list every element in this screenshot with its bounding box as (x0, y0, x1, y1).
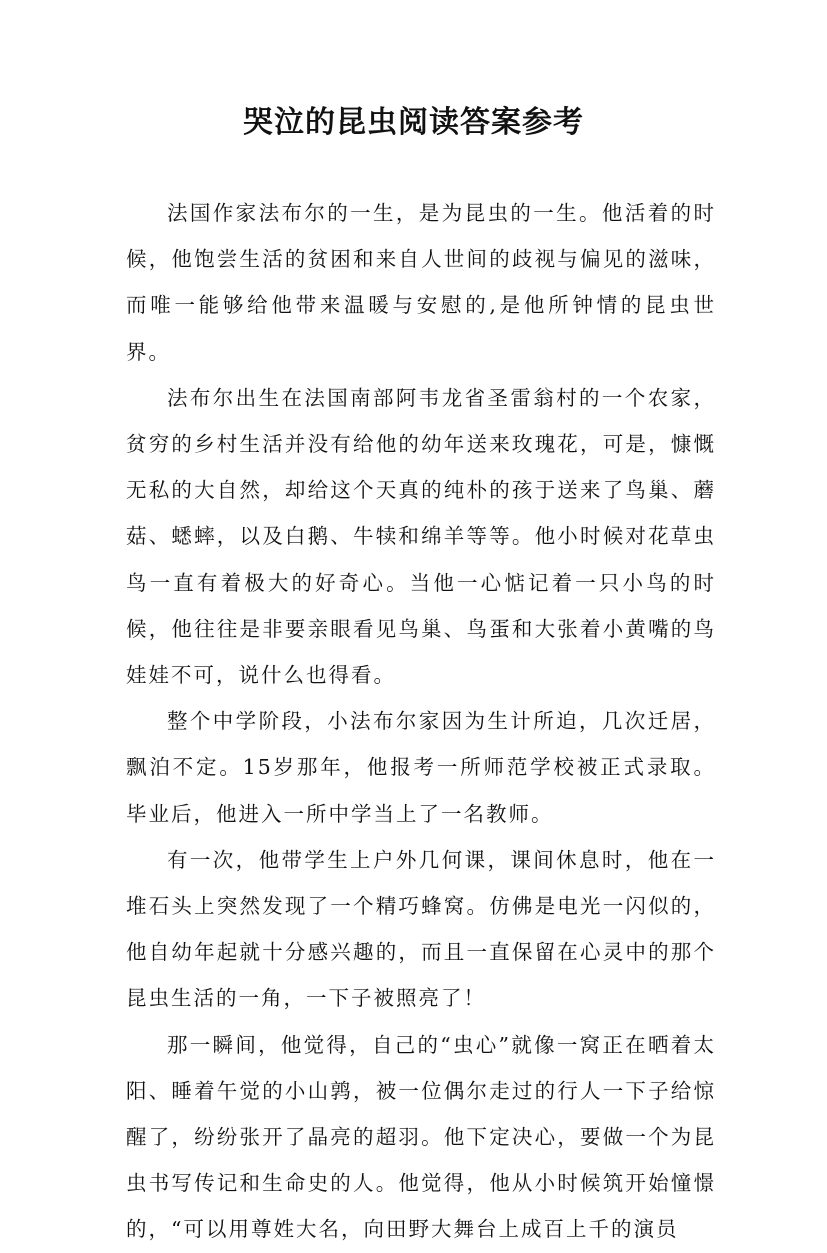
document-body (126, 190, 716, 1253)
paragraph: 法国作家法布尔的一生，是为昆虫的一生。他活着的时候，他饱尝生活的贫困和来自人世间的歧视与偏见的滋味，而唯一能够给他带来温暖与安慰的,是他所钟情的昆虫世界。 (126, 201, 716, 364)
paragraph: 那一瞬间，他觉得，自己的“虫心”就像一窝正在晒着太阳、睡着午觉的小山鹑，被一位偶尔走过的行人一下子给惊醒了，纷纷张开了晶亮的超羽。他下定决心，要做一个为昆虫书写传记和生命史的人。他觉得，他从小时候筑开始憧憬的，“可以用尊姓大名，向田野大舞台上成百上千的演员 (126, 1032, 716, 1242)
document-title: 哭泣的昆虫阅读答案参考 (243, 105, 584, 140)
paragraph: 有一次，他带学生上户外几何课，课间休息时，他在一堆石头上突然发现了一个精巧蜂窝。仿佛是电光一闪似的，他自幼年起就十分感兴趣的，而且一直保留在心灵中的那个昆虫生活的一角，一下子被照亮了！ (126, 847, 716, 1011)
paragraph: 法布尔出生在法国南部阿韦龙省圣雷翁村的一个农家，贫穷的乡村生活并没有给他的幼年送来玫瑰花，可是，慷慨无私的大自然，却给这个天真的纯朴的孩于送来了鸟巢、蘑菇、蟋蟀，以及白鹅、牛犊和绵羊等等。他小时候对花草虫鸟一直有着极大的好奇心。当他一心惦记着一只小鸟的时候，他往往是非要亲眼看见鸟巢、鸟蛋和大张着小黄嘴的鸟娃娃不可，说什么也得看。 (126, 385, 716, 688)
paragraph: 整个中学阶段，小法布尔家因为生计所迫，几次迁居，飘泊不定。15岁那年，他报考一所师范学校被正式录取。毕业后，他进入一所中学当上了一名教师。 (126, 709, 716, 826)
